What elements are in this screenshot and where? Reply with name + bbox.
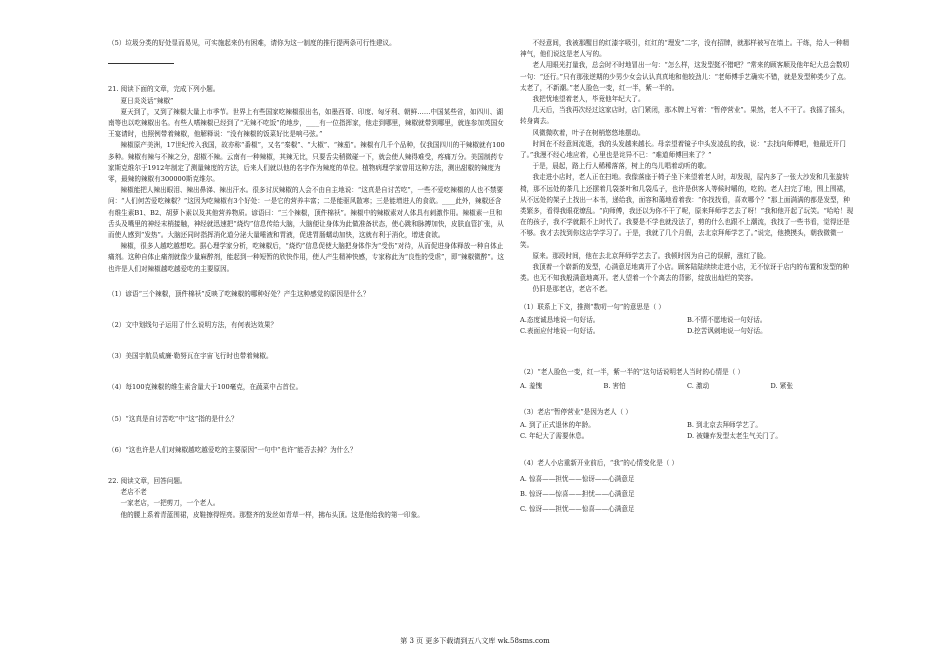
question-21-3: （3）美国宇航员威廉·勒努瓦在宇宙飞行时也带着辣椒。 (108, 352, 273, 361)
option-a: A.态度诚恳地说一句好话。 (520, 315, 600, 324)
article-paragraph: 辣椒原产美洲，17世纪传入我国，故亦称“番椒”，又名“秦椒”、“大椒”、“辣茄”。辣椒有几千个品种，仅我国四川的干辣椒就有100多种。辣椒有辣与不辣之分，甜椒不辣。云南有一种辣椒，其辣无比，只要舌尖稍微碰一下，就会使人辣得难受，疼痛万分。美国制药专家斯克维尔于1912年制定了测量辣度的方法，后来人们就以他的名字作为辣度的单位。植物病理学家曾用这种方法，测出甜椒的辣度为零，最辣的辣椒有300000斯克维尔。 (108, 141, 505, 184)
story-paragraph: 原来。那段时间，他在去北京拜师学艺去了。我顿时因为自己的误解，涨红了脸。 (532, 251, 770, 260)
story-paragraph: 老人用眼光打量我，总会时不时地冒出一句：“怎么样，这发型挺不错吧？”常来的顾客顺及他年纪大总会数叨一句：“还行。”只有那张逆期的少男少女会认认真真地和他较劲儿：“老师傅手艺确实不错，就是发型种类少了点。太老了，不新潮。”老人脸色一变，红一半，紫一半的。 (520, 61, 850, 92)
question-21-5: （5）“这真是自讨苦吃”中“这”指的是什么？ (108, 414, 238, 423)
question-22-4 (520, 458, 854, 515)
option-a: A. 到了正式退休的年龄。 (520, 420, 595, 429)
story-paragraph: 风微微吹着，叶子在树梢悠悠地摆动。 (532, 128, 645, 137)
option-b: B. 到北京去拜师学艺了。 (687, 420, 762, 429)
story-title: 老店不老 (120, 488, 147, 497)
story-paragraph: 一家老店，一把剪刀，一个老人。 (120, 499, 220, 508)
option-c: C. 年纪大了需要休息。 (520, 432, 589, 441)
story-paragraph: 我顶着一个崭新的发型，心满意足地离开了小店。顾客陆陆续续走进小店，无不惊讶于店内的布置和发型的种类。也无不知我般满意地离开。老人望着一个个离去的背影，绽放出灿烂的笑容。 (520, 263, 850, 283)
option-c: C. 惊讶——担忧——惊喜——心满意足 (520, 504, 635, 513)
question-stem: （3）老店“暂停营业”是因为老人（ ） (520, 407, 632, 416)
option-d: D. 紧张 (770, 382, 793, 391)
story-paragraph: 他的腰上系着青蓝围裙，皮鞋擦得锃亮。那整齐的发丝如青草一样，拂布头顶。这是他给我的第一印象。 (120, 510, 424, 519)
story-paragraph: 几天后，当我再次经过这家店时，店门紧闭，那木牌上写着：“暂停营业”。果然，老人不干了。我摇了摇头，转身离去。 (520, 106, 850, 126)
left-column (108, 38, 506, 521)
page-footer: 第 3 页 更多下载请到五八文库 wk.58sms.com (400, 637, 550, 645)
option-c: C.表面应付地说一句好话。 (520, 327, 600, 336)
question-stem: （2）“老人脸色一变，红一半，紫一半的”这句话说明老人当时的心情是（ ） (520, 368, 745, 377)
question-22-1 (520, 302, 854, 338)
option-b: B.不情不愿地说一句好话。 (687, 315, 767, 324)
article-paragraph: 夏天到了，又到了辣椒大量上市季节。世界上有些国家吃辣椒很出名，如墨西哥、印度、匈牙利、朝鲜……中国某些省，如四川、湖南等也以吃辣椒出名。有些人嗜辣椒已经到了“无辣不吃饭”的地步，____有一位指挥家，他走到哪里，辣椒就带到哪里，就连参加英国女王宴请时，也照例带着辣椒，他解释说：“没有辣椒的饭菜好比是响弓弦。” (108, 107, 504, 139)
story-paragraph: 时间在不经意间流逝，我的头发越来越长。母亲望着镜子中头发凌乱的我，说：“去找向师傅吧，他最近开门了。”我漫不经心地应着，心里也是诧异不已：“难道师傅回来了？” (520, 139, 846, 160)
article-paragraph: 辣椒能把人辣出眼泪、辣出鼻涕、辣出汗水。很多讨厌辣椒的人会不由自主地说：“这真是自讨苦吃”，一些不爱吃辣椒的人也不禁要问：“人们何苦爱吃辣椒？”这因为吃辣椒有3个好处：一是它的营养丰富；二是能驱风散寒；三是能增进人的食欲。____此外，辣椒还含有维生素B1、B2、胡萝卜素以及其他营养物质。谚语曰：“三个辣椒，顶件棉袄”。辣椒中的辣椒素对人体具有刺激作用。辣椒素一旦和舌头及嘴里的神经末梢接触，神经就迅速把“烧灼”信息传给大脑，大脑便让身体为此做准备状态，使心跳和脉搏加快，皮肤血管扩张，从而使人感到“发热”。大脑还同时指挥消化道分泌大量唾液和胃液，促进胃肠蠕动加快，这就有利于消化，增进食欲。 (108, 186, 504, 240)
article-paragraph: 辣椒，很多人越吃越想吃。据心理学家分析，吃辣椒后，“烧灼”信息促使大脑把身体作为“受伤”对待，从而促进身体释放一种自体止痛剂。这种自体止痛剂就像少量麻醉剂，能起到一种短暂的欣快作用，使人产生精神快感，专家称此为“良性的受虐”，即“辣椒微醉”。这也许是人们对辣椒越吃越爱吃的主要原因。 (108, 242, 504, 273)
story-paragraph: 于是，晨起，路上行人稀稀落落，树上的鸟儿唱着动听的歌。 (532, 162, 711, 171)
question-21-2: （2）文中划线句子运用了什么说明方法，有何表达效果？ (108, 321, 278, 330)
story-paragraph: 仍旧是那老店，老店不老。 (532, 285, 612, 294)
question-21-4: （4）每100克辣椒的维生素含量大于100毫克，在蔬菜中占首位。 (108, 383, 303, 392)
question-22-2 (520, 367, 854, 392)
question-22-heading: 22. 阅读文章，回答问题。 (108, 477, 187, 486)
question-20-5: （5）垃圾分类的好处显而易见，可实施起来仍有困难，请你为这一制度的推行提两条可行性建议。 (108, 39, 396, 47)
question-21-6: （6）“这也许是人们对辣椒越吃越爱吃的主要原因”一句中“也许”能否去掉？为什么？ (108, 445, 357, 454)
answer-blank-line (108, 53, 506, 64)
story-paragraph: 我走进小店时，老人正在扫地。我像落座于椅子坐下来望着老人时，却发现，屋内多了一张大沙发和几张旋转椅，那不远处的茶几上还摆着几袋茶叶和几袋瓜子，也许是供客人等候时嚼的，吃的。老人扫完了地，围上围裙，从不远处的架子上找出一本书，递给我，面容和蔼地看着我：“你找找看，喜欢哪个？”那上面满满的都是发型，种类繁多，看得我眼花缭乱。“向师傅，我还以为你不干了呢，原来拜师学艺去了呀！”我和他开起了玩笑。“哈哈！现在的孩子，我不学就跟不上时代了。我要是不学也就没法了，剪的什么也跟不上潮流，我找了一些书看，觉得还是不够。我才去找到你这店学学习了。于是，我就了几个月假，去北京拜师学艺了。”说完，他摸摸头，朝我微微一笑。 (520, 173, 854, 249)
option-d: D.挖苦讽刺地说一句好话。 (687, 327, 767, 336)
story-paragraph: 不经意间，我被那醒目的红漆字吸引，红红的“理发”二字，没有招牌，就那样被写在墙上。干练，给人一种精神气，他们说这是老人写的。 (520, 39, 850, 59)
option-b: B. 害怕 (603, 382, 626, 391)
question-stem: （4）老人小店重新开业前后，“我”的心情变化是（ ） (520, 459, 679, 468)
option-b: B. 惊讶——惊喜——担忧——心满意足 (520, 489, 635, 498)
question-21-heading: 21. 阅读下面的文章，完成下列小题。 (108, 85, 220, 94)
question-22-3 (520, 407, 854, 443)
story-paragraph: 我把忧地望着老人，毕竟他年纪大了。 (532, 95, 645, 104)
question-21-1: （1）谚语“三个辣椒，顶件棉袄”反映了吃辣椒的哪种好处？产生这种感觉的原因是什么？ (108, 289, 370, 298)
option-c: C. 激动 (687, 382, 710, 391)
option-d: D. 被嫌弃发型太老生气关门了。 (687, 432, 782, 441)
right-column (520, 38, 854, 515)
option-a: A. 惊喜——担忧——惊讶——心满意足 (520, 474, 635, 483)
question-stem: （1）联系上下文，推测“数叨一句”的意思是（ ） (520, 302, 665, 311)
option-a: A. 羞愧 (520, 382, 543, 391)
article-title: 夏日炎炎话“辣椒” (120, 96, 174, 105)
